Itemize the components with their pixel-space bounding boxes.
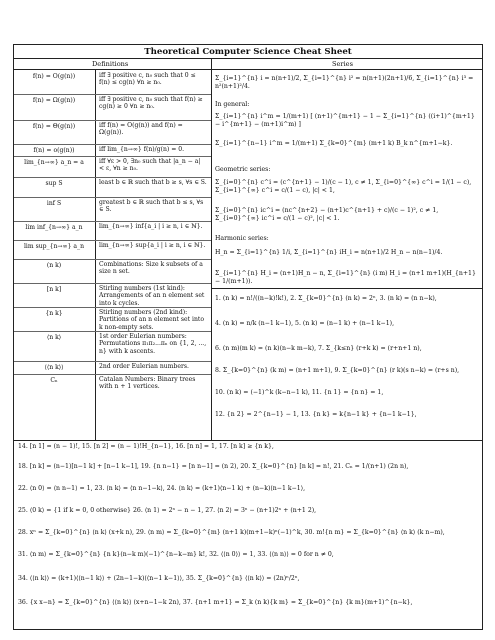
identity-line: 1. (n k) = n!/((n−k)!k!), 2. Σ_{k=0}^{n} (n k) = 2ⁿ, 3. (n k) = (n n−k), — [215, 295, 437, 302]
header-divider-left — [14, 69, 211, 70]
identity-line: 6. (n m)(m k) = (n k)(n−k m−k), 7. Σ_{k≤n} (r+k k) = (r+n+1 n), — [215, 345, 422, 352]
series-formula: In general: — [215, 101, 250, 108]
definition-row-divider — [14, 259, 211, 260]
definition-term: ⟨n k⟩ — [46, 334, 62, 341]
definition-row — [14, 146, 211, 156]
series-formula: H_n = Σ_{i=1}^{n} 1/i, Σ_{i=1}^{n} iH_i = n(n+1)/2 H_n − n(n−1)/4. — [215, 249, 443, 256]
definition-row-divider — [14, 331, 211, 332]
definition-text: iff ∃ positive c, n₀ such that 0 ≤ f(n) ≤ cg(n) ∀n ≥ n₀. — [99, 72, 196, 87]
series-formula: Σ_{i=1}^{n−1} i^m = 1/(m+1) Σ_{k=0}^{m} (m+1 k) B_k n^{m+1−k}. — [215, 140, 453, 147]
identity-line: 10. (n k) = (−1)^k (k−n−1 k), 11. {n 1} = {n n} = 1, — [215, 389, 384, 396]
series-formula: Σ_{i=0}^{n} ic^i = (nc^{n+2} − (n+1)c^{n+1} + c)/(c − 1)², c ≠ 1, Σ_{i=0}^{∞} ic^i = c/(1 − c)², |c| < 1. — [215, 207, 439, 222]
definition-row — [14, 199, 211, 221]
definition-row-divider — [14, 307, 211, 308]
definition-row — [14, 72, 211, 94]
definition-text: least b ∈ ℝ such that b ≥ s, ∀s ∈ S. — [99, 179, 207, 186]
column-divider — [211, 58, 212, 440]
definition-row — [14, 376, 211, 398]
definition-row-divider — [14, 144, 211, 145]
definition-row-divider — [14, 156, 211, 157]
definition-row-divider — [14, 120, 211, 121]
definition-text: iff f(n) = O(g(n)) and f(n) = Ω(g(n)). — [99, 122, 183, 137]
definition-row-divider — [14, 177, 211, 178]
definition-text: lim_{n→∞} sup{a_i | i ≥ n, i ∈ ℕ}. — [99, 242, 206, 249]
page-title: Theoretical Computer Science Cheat Sheet — [144, 47, 352, 57]
title-divider — [14, 58, 482, 59]
series-formula: Harmonic series: — [215, 235, 269, 242]
definition-term: ⟨⟨n k⟩⟩ — [44, 364, 64, 371]
definition-row-divider — [14, 283, 211, 284]
identity-line: 12. {n 2} = 2^{n−1} − 1, 13. {n k} = k{n−1 k} + {n−1 k−1}, — [215, 411, 417, 418]
definition-term: {n k} — [45, 310, 63, 317]
definition-term: sup S — [45, 180, 63, 187]
series-formula: Σ_{i=1}^{n} H_i = (n+1)H_n − n, Σ_{i=1}^{n} (i m) H_i = (n+1 m+1)(H_{n+1} − 1/(m+1)). — [215, 270, 476, 285]
definition-row — [14, 363, 211, 374]
definitions-header: Definitions — [92, 60, 129, 68]
definition-term: lim inf_{n→∞} a_n — [25, 224, 83, 231]
identity-line: 31. ⟨n m⟩ = Σ_{k=0}^{n} {n k}(n−k m)(−1)^{n−k−m} k!, 32. ⟨⟨n 0⟩⟩ = 1, 33. ⟨⟨n n⟩⟩ = 0 for n ≠ 0, — [18, 551, 334, 558]
definition-row — [14, 309, 211, 331]
identity-line: 14. [n 1] = (n − 1)!, 15. [n 2] = (n − 1)!H_{n−1}, 16. [n n] = 1, 17. [n k] ≥ {n k}, — [18, 443, 274, 450]
definition-text: greatest b ∈ ℝ such that b ≤ s, ∀s ∈ S. — [99, 199, 204, 214]
definition-row — [14, 96, 211, 120]
definition-row — [14, 261, 211, 283]
definition-row-divider — [14, 94, 211, 95]
series-formula: Σ_{i=1}^{n} i^m = 1/(m+1) [ (n+1)^{m+1} − 1 − Σ_{i=1}^{n} ((i+1)^{m+1} − i^{m+1} − (m+1)i^m) ] — [215, 113, 475, 128]
series-formula: Σ_{i=1}^{n} i = n(n+1)/2, Σ_{i=1}^{n} i² = n(n+1)(2n+1)/6, Σ_{i=1}^{n} i³ = n²(n+1)²/4. — [215, 75, 474, 90]
definition-text: Combinations: Size k subsets of a size n set. — [99, 261, 203, 276]
definition-row-divider — [14, 221, 211, 222]
series-formula: Geometric series: — [215, 166, 271, 173]
definition-text: Stirling numbers (2nd kind): Partitions of an n element set into k non-empty sets. — [99, 309, 205, 331]
definition-row-divider — [14, 361, 211, 362]
definition-text: 1st order Eulerian numbers: Permutations π₁π₂...πₙ on {1, 2, ..., n} with k ascents. — [99, 333, 207, 355]
definition-term: lim sup_{n→∞} a_n — [23, 243, 84, 250]
definition-row — [14, 333, 211, 361]
definition-text: lim_{n→∞} inf{a_i | i ≥ n, i ∈ ℕ}. — [99, 223, 203, 230]
definition-term: [n k] — [46, 286, 62, 293]
definition-row — [14, 285, 211, 307]
definition-row — [14, 179, 211, 197]
cheat-sheet-frame — [13, 44, 483, 630]
definition-text: iff lim_{n→∞} f(n)/g(n) = 0. — [99, 146, 185, 153]
definition-text: Stirling numbers (1st kind): Arrangements of an n element set into k cycles. — [99, 285, 205, 307]
definition-term: f(n) = o(g(n)) — [33, 147, 75, 154]
definition-term: lim_{n→∞} a_n = a — [24, 159, 84, 166]
identity-line: 36. {x x−n} = Σ_{k=0}^{n} ⟨⟨n k⟩⟩ (x+n−1−k 2n), 37. {n+1 m+1} = Σ_k (n k){k m} = Σ_{k=0}^{n} {k m}(m+1)^{n−k}, — [18, 599, 413, 606]
definition-term: (n k) — [46, 262, 62, 269]
definition-row — [14, 242, 211, 259]
definition-row — [14, 122, 211, 144]
identity-line: 34. ⟨⟨n k⟩⟩ = (k+1)⟨⟨n−1 k⟩⟩ + (2n−1−k)⟨⟨n−1 k−1⟩⟩, 35. Σ_{k=0}^{n} ⟨⟨n k⟩⟩ = (2n)ⁿ/2ⁿ, — [18, 575, 300, 582]
definition-row-divider — [14, 197, 211, 198]
definition-text: Catalan Numbers: Binary trees with n + 1 vertices. — [99, 376, 196, 391]
series-header: Series — [332, 60, 353, 68]
definition-term: f(n) = Ω(g(n)) — [32, 97, 76, 104]
definition-row — [14, 223, 211, 240]
identity-line: 25. ⟨0 k⟩ = {1 if k = 0, 0 otherwise} 26. ⟨n 1⟩ = 2ⁿ − n − 1, 27. ⟨n 2⟩ = 3ⁿ − (n+1)2ⁿ + (n+1 2), — [18, 507, 317, 514]
bottom-section-divider — [14, 440, 482, 441]
definition-term: Cₙ — [50, 377, 58, 384]
series-formula: Σ_{i=0}^{n} c^i = (c^{n+1} − 1)/(c − 1), c ≠ 1, Σ_{i=0}^{∞} c^i = 1/(1 − c), Σ_{i=1}^{∞} c^i = c/(1 − c), |c| < 1, — [215, 179, 472, 194]
identity-line: 22. ⟨n 0⟩ = ⟨n n−1⟩ = 1, 23. ⟨n k⟩ = ⟨n n−1−k⟩, 24. ⟨n k⟩ = (k+1)⟨n−1 k⟩ + (n−k)⟨n−1 k−1⟩, — [18, 485, 306, 492]
series-bottom-divider — [211, 288, 482, 289]
definition-text: 2nd order Eulerian numbers. — [99, 363, 189, 370]
definition-term: inf S — [46, 200, 62, 207]
definition-row-divider — [14, 240, 211, 241]
identity-line: 18. [n k] = (n−1)[n−1 k] + [n−1 k−1], 19. {n n−1} = [n n−1] = (n 2), 20. Σ_{k=0}^{n} [n k] = n!, 21. Cₙ = 1/(n+1) (2n n), — [18, 463, 409, 470]
definition-row — [14, 158, 211, 177]
identity-line: 28. xⁿ = Σ_{k=0}^{n} ⟨n k⟩ (x+k n), 29. ⟨n m⟩ = Σ_{k=0}^{m} (n+1 k)(m+1−k)ⁿ(−1)^k, 30. m!{n m} = Σ_{k=0}^{n} ⟨n k⟩ (k n−m), — [18, 529, 445, 536]
identity-line: 8. Σ_{k=0}^{n} (k m) = (n+1 m+1), 9. Σ_{k=0}^{n} (r k)(s n−k) = (r+s n), — [215, 367, 460, 374]
definition-text: iff ∀ε > 0, ∃n₀ such that |a_n − a| < ε, ∀n ≥ n₀. — [99, 158, 201, 173]
identity-line: 4. (n k) = n/k (n−1 k−1), 5. (n k) = (n−1 k) + (n−1 k−1), — [215, 320, 395, 327]
definition-term: f(n) = Θ(g(n)) — [32, 123, 76, 130]
definition-text: iff ∃ positive c, n₀ such that f(n) ≥ cg(n) ≥ 0 ∀n ≥ n₀. — [99, 96, 203, 111]
definition-row-divider — [14, 374, 211, 375]
header-divider-right — [211, 69, 482, 70]
definition-term: f(n) = O(g(n)) — [32, 73, 76, 80]
